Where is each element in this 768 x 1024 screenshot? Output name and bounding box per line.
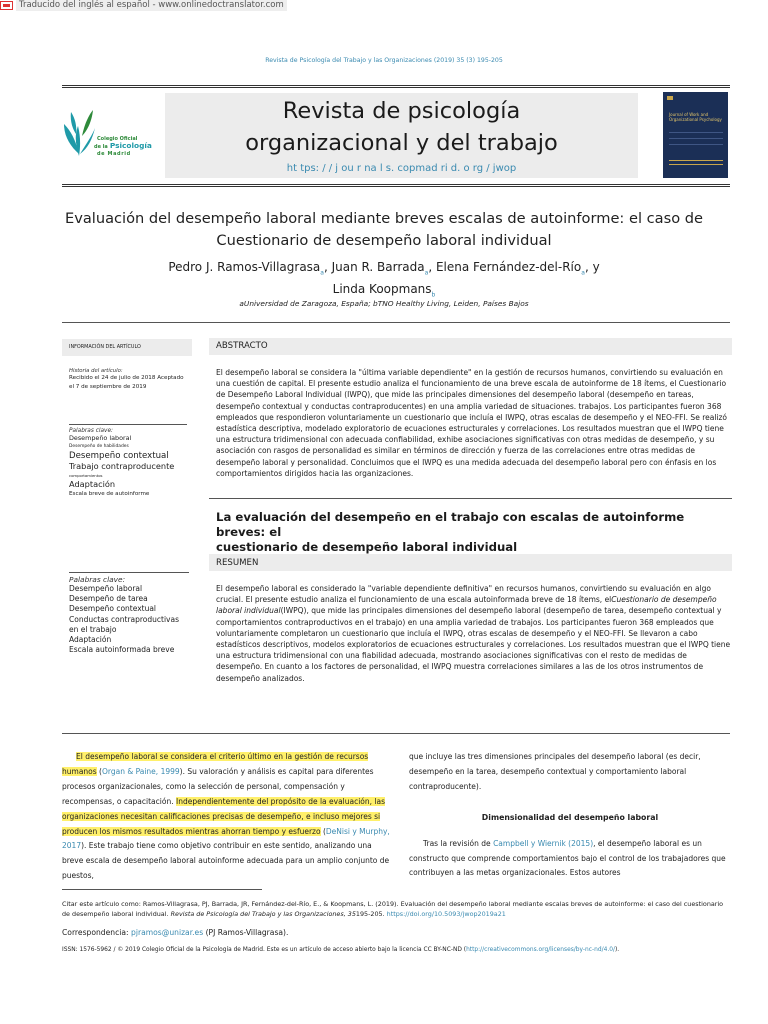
issn-license: ISSN: 1576-5962 / © 2019 Colegio Oficial de la Psicología de Madrid. Este es un artículo de acceso abierto bajo la licencia CC BY-NC-ND (http://creativecommons.org/licenses/by-nc-nd/4.0/). — [62, 947, 620, 953]
highlight: Independientemente del propósito de la evaluación, las organizaciones necesitan calificaciones precisas de desempeño, e incluso mejores si producen los mismos resultados mientras ahorran tiempo y esfuerzo — [62, 796, 386, 836]
divider — [62, 85, 730, 86]
article-history: Historia del artículo: Recibido el 24 de julio de 2018 Aceptado el 7 de septiembre de 2019 — [69, 368, 184, 390]
citation-link[interactable]: Organ & Paine, 1999 — [101, 766, 180, 776]
keyword: comportamientos — [69, 472, 103, 478]
keyword: Adaptación — [69, 478, 116, 489]
logo-line: Psicología — [109, 140, 152, 150]
keyword: Desempeño laboral — [69, 434, 132, 442]
spanish-title: La evaluación del desempeño en el trabajo con escalas de autoinforme breves: el cuestionario de desempeño laboral individual — [216, 510, 685, 554]
authors: Pedro J. Ramos-Villagrasa$_a$, Juan R. Barrada$_a$, Elena Fernández-del-Río$_a$, y Linda Koopmans$_b$ — [168, 260, 600, 299]
keyword: Conductas contraproductivas — [69, 614, 180, 624]
keyword: Desempeño de habilidades — [69, 444, 129, 449]
translator-bar — [0, 0, 287, 11]
body-right-column: que incluye las tres dimensiones principales del desempeño laboral (es decir, desempeño en la tarea, desempeño contextual y comportamiento laboral contraproducente). Dimensionalidad del desempeño laboral Tras la revisión de Campbell y Wiernik (2015), el desempeño laboral es un constructo que comprende comportamientos bajo el control de los trabajadores que contribuyen a las metas organizacionales. Estos autores — [409, 750, 731, 881]
doi-link[interactable]: https://doi.org/10.5093/jwop2019a21 — [386, 910, 506, 918]
journal-title: Revista de psicología organizacional y del trabajo — [245, 98, 558, 156]
keyword: Escala breve de autoinforme — [69, 490, 150, 497]
keyword: Desempeño de tarea — [69, 594, 148, 604]
divider — [62, 87, 730, 88]
citation-link[interactable]: Campbell y Wiernik (2015) — [493, 838, 594, 848]
divider — [62, 184, 730, 185]
divider — [62, 322, 730, 323]
keyword: Trabajo contraproducente — [69, 460, 175, 471]
affiliations: aUniversidad de Zaragoza, España; bTNO Healthy Living, Leiden, Países Bajos — [239, 299, 529, 308]
resumen-text: El desempeño laboral es considerado la "variable dependiente definitiva" en recursos humanos, convirtiendo su evaluación en algo crucial. El presente estudio analiza el funcionamiento de una escala autoinformada breve de 18 ítems, elCuestionario de desempeño laboral individual(IWPQ), que mide las principales dimensiones del desempeño laboral (desempeño de tarea, desempeño contextual y comportamientos contraproductivos en el trabajo) en una amplia variedad de trabajos. Los participantes fueron 368 empleados que voluntariamente completaron un cuestionario que incluía el IWPQ, otras escalas de desempeño y el NEO-FFI. Se llevaron a cabo estadísticos descriptivos, modelos exploratorios de ecuaciones estructurales y correlaciones. Los resultados muestran que el IWPQ tiene una estructura tridimensional con una fiabilidad adecuada, mostrando asociaciones significativas con el resto de medidas de desempeño. En cuanto a los factores de personalidad, el IWPQ muestra correlaciones similares a las de los otros instrumentos de desempeño analizados. — [216, 584, 731, 683]
cover-logo-icon — [667, 96, 673, 100]
keyword: Desempeño laboral — [69, 584, 143, 593]
journal-cover-image — [663, 92, 728, 178]
correspondence: Correspondencia: pjramos@unizar.es (PJ Ramos-Villagrasa). — [62, 928, 289, 937]
journal-url[interactable]: ht tps: / / j ou r na l s. copmad ri d. o rg / jwop — [286, 163, 517, 174]
section-heading: Dimensionalidad del desempeño laboral — [481, 812, 659, 822]
keyword: Desempeño contextual — [69, 450, 169, 461]
pdf-icon — [0, 1, 13, 10]
divider — [69, 424, 187, 425]
article-info-header: INFORMACIÓN DEL ARTÍCULO — [69, 344, 141, 350]
divider — [62, 186, 730, 187]
abstract-text: El desempeño laboral se considera la "última variable dependiente" en la gestión de recursos humanos, convirtiendo su evaluación en una cuestión de capital. El presente estudio analiza el funcionamiento de una breve escala de autoinforme de 18 ítems, el Cuestionario de Desempeño Laboral Individual (IWPQ), que mide las principales dimensiones del desempeño laboral (desempeño en tareas, desempeño contextual y conductas contraproducentes) en una amplia variedad de situaciones. trabajos. Los participantes fueron 368 empleados que respondieron voluntariamente un cuestionario que incluía el IWPQ, otras escalas de desempeño y el NEO-FFI. Se realizó estadística descriptiva, modelado exploratorio de ecuaciones estructurales y correlaciones. Los resultados muestran que el IWPQ tiene una estructura tridimensional con adecuada confiabilidad, exhibe asociaciones significativas con otras medidas de desempeño, y su asociación con rasgos de personalidad es similar en términos de dirección y fuerza de las correlaciones entre otras medidas de desempeño laboral y personalidad. Concluimos que el IWPQ es una medida adecuada del desempeño laboral pero con énfasis en los comportamientos dirigidos hacia las organizaciones. — [216, 368, 728, 478]
divider — [209, 498, 732, 499]
body-left-column: El desempeño laboral se considera el criterio último en la gestión de recursos humanos (Organ & Paine, 1999). Su valoración y análisis es capital para diferentes procesos organizacionales, como la selección de personal, compensación y recompensas, o capacitación. Independientemente del propósito de la evaluación, las organizaciones necesitan calificaciones precisas de desempeño, e incluso mejores si producen los mismos resultados mientras ahorran tiempo y esfuerzo (DeNisi y Murphy, 2017). Este trabajo tiene como objetivo contribuir en este sentido, analizando una breve escala de desempeño laboral autoinforme adecuada para un amplio conjunto de puestos, — [62, 752, 390, 881]
resumen-header-bar — [209, 554, 732, 571]
keyword: Escala autoinformada breve — [69, 645, 175, 655]
keywords-es — [69, 575, 194, 655]
divider — [62, 733, 730, 734]
logo-line: de la — [94, 143, 108, 150]
keyword: Desempeño contextual — [69, 604, 157, 614]
keywords-label: Palabras clave: — [69, 575, 126, 584]
email-link[interactable]: pjramos@unizar.es — [131, 928, 204, 937]
logo-line: de Madrid — [97, 150, 131, 157]
citation-note: Citar este artículo como: Ramos-Villagrasa, PJ, Barrada, JR, Fernández-del-Río, E., & Koopmans, L. (2019). Evaluación del desempeño laboral mediante escalas breves de autoinforme: el caso del cuestionario de desempeño laboral individual. Revista de Psicología del Trabajo y las Organizaciones, 35195-205. https://doi.org/10.5093/jwop2019a21 — [62, 900, 724, 918]
colegio-logo — [62, 106, 162, 164]
keywords-en — [69, 428, 189, 499]
resumen-header: RESUMEN — [216, 558, 259, 568]
divider — [69, 572, 189, 573]
logo-line: Colegio Oficial — [97, 136, 138, 142]
cover-title: Journal of Work and Organizational Psychology — [669, 112, 722, 122]
abstract-header-bar — [209, 338, 732, 355]
abstract-header: ABSTRACTO — [216, 341, 268, 351]
article-title: Evaluación del desempeño laboral mediante breves escalas de autoinforme: el caso de Cuestionario de desempeño laboral individual — [64, 210, 704, 249]
leaf-logo-icon — [62, 106, 96, 164]
footnote-divider — [62, 889, 262, 890]
citation-link[interactable]: DeNisi y Murphy, 2017 — [62, 826, 390, 851]
keyword: Adaptación — [69, 635, 112, 645]
license-link[interactable]: http://creativecommons.org/licenses/by-nc-nd/4.0/ — [466, 947, 615, 953]
keyword: en el trabajo — [69, 624, 117, 634]
highlight: El desempeño laboral se considera el criterio último en la gestión de recursos humanos — [62, 752, 369, 776]
translator-link[interactable]: Traducido del inglés al español - www.onlinedoctranslator.com — [16, 0, 287, 11]
keywords-label: Palabras clave: — [69, 428, 113, 434]
journal-reference[interactable]: Revista de Psicología del Trabajo y las Organizaciones (2019) 35 (3) 195-205 — [265, 57, 503, 64]
